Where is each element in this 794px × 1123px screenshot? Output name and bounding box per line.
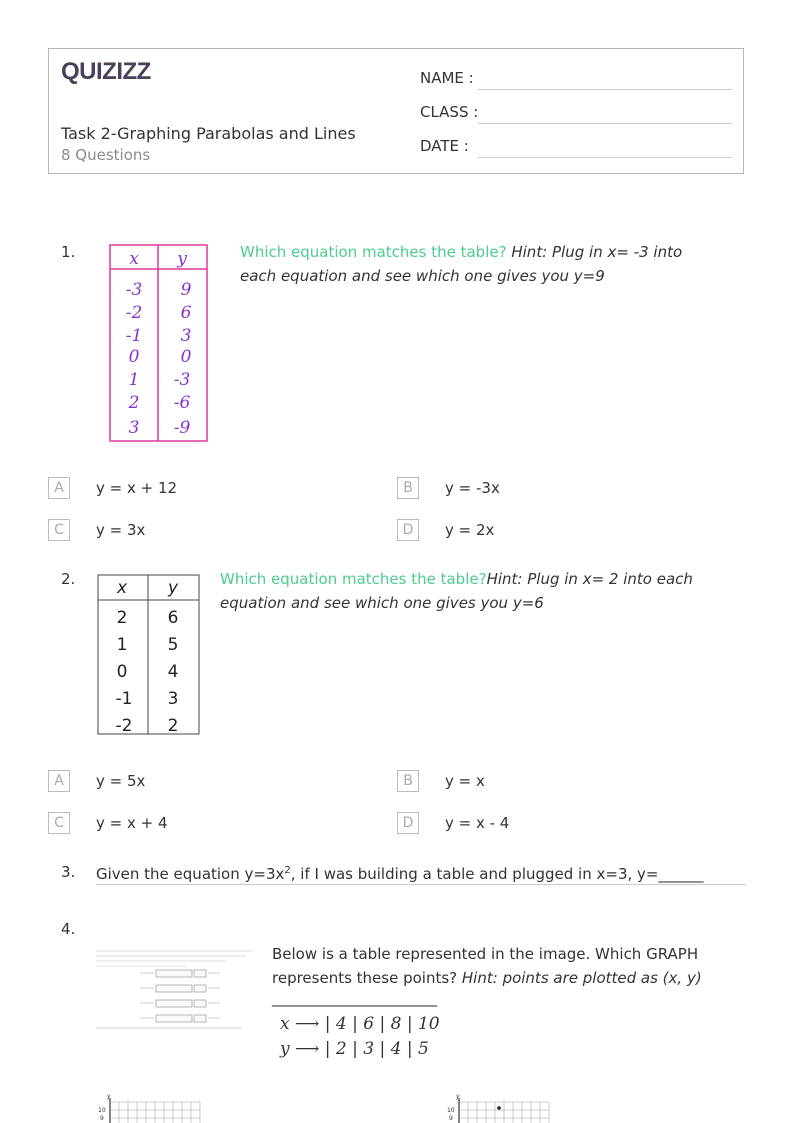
q4-graph-b-tick: 9 — [449, 1115, 453, 1122]
q1-cell: 3 — [180, 326, 192, 346]
question-1-hint: Hint: Plug in x= -3 into each equation and see which one gives you y=9 — [240, 243, 683, 285]
q1-option-a-box[interactable]: A — [48, 477, 70, 499]
q2-option-b-text: y = x — [445, 772, 485, 790]
question-4-line-2: represents these points? — [272, 969, 462, 987]
q4-graph-b-point — [497, 1106, 501, 1110]
question-3-text[interactable] — [96, 859, 746, 885]
q2-header-x: x — [116, 578, 128, 598]
q2-option-c-box[interactable]: C — [48, 812, 70, 834]
question-4-x-row: x ⟶ | 4 | 6 | 8 | 10 — [280, 1014, 440, 1034]
q1-cell: 0 — [180, 347, 192, 367]
q4-graph-a-tick: 10 — [98, 1107, 106, 1114]
question-2-prompt: Which equation matches the table? — [220, 570, 487, 588]
q1-option-d-box[interactable]: D — [397, 519, 419, 541]
worksheet-title: Task 2-Graphing Parabolas and Lines — [61, 124, 356, 143]
question-4-hint: Hint: points are plotted as (x, y) — [461, 969, 702, 987]
name-field[interactable] — [478, 89, 732, 90]
q2-cell: 2 — [167, 716, 179, 736]
q2-cell: 0 — [116, 662, 128, 682]
q2-header-y: y — [167, 578, 179, 598]
date-field[interactable] — [478, 157, 732, 158]
q4-graph-b-axis-label: y — [456, 1093, 460, 1100]
q2-cell: 6 — [167, 608, 179, 628]
q1-option-b-text: y = -3x — [445, 479, 500, 497]
q1-cell: -9 — [173, 418, 191, 438]
question-3-number: 3. — [61, 863, 76, 881]
q2-option-b-box[interactable]: B — [397, 770, 419, 792]
q2-cell: 1 — [116, 635, 128, 655]
question-1-prompt: Which equation matches the table? — [240, 243, 507, 261]
q2-option-a-text: y = 5x — [96, 772, 146, 790]
question-3-text-before: Given the equation y=3x — [96, 865, 285, 883]
q4-number-machine-image — [96, 948, 254, 1034]
question-4-text — [272, 942, 742, 990]
class-label: CLASS : — [420, 103, 479, 121]
q1-cell: 6 — [180, 303, 192, 323]
name-label: NAME : — [420, 69, 474, 87]
question-4-number: 4. — [61, 920, 76, 938]
q1-option-b-box[interactable]: B — [397, 477, 419, 499]
q1-cell: 3 — [128, 418, 140, 438]
q4-graph-a[interactable] — [94, 1090, 204, 1123]
q2-cell: 2 — [116, 608, 128, 628]
q1-cell: -3 — [125, 280, 143, 300]
header-box — [48, 48, 744, 174]
q1-cell: -2 — [125, 303, 143, 323]
q4-graph-a-axis-label: y — [107, 1093, 111, 1100]
question-4-y-row: y ⟶ | 2 | 3 | 4 | 5 — [280, 1039, 429, 1059]
date-label: DATE : — [420, 137, 469, 155]
question-1-text — [240, 240, 720, 288]
question-4-line-2-wrap — [272, 966, 742, 990]
q1-cell: 9 — [180, 280, 192, 300]
q1-option-c-text: y = 3x — [96, 521, 146, 539]
q1-handwritten-table — [108, 243, 210, 443]
question-3-superscript: 2 — [284, 865, 291, 876]
q4-graph-b-tick: 10 — [447, 1107, 455, 1114]
question-count: 8 Questions — [61, 146, 151, 164]
q2-option-c-text: y = x + 4 — [96, 814, 168, 832]
q2-cell: 3 — [167, 689, 179, 709]
q1-cell: -1 — [125, 326, 143, 346]
q1-header-x: x — [129, 249, 139, 269]
question-2-text — [220, 567, 740, 615]
q1-cell: 0 — [128, 347, 140, 367]
quizizz-logo: QUIZIZZ — [61, 58, 151, 85]
q2-cell: 5 — [167, 635, 179, 655]
question-2-number: 2. — [61, 570, 76, 588]
q1-option-d-text: y = 2x — [445, 521, 495, 539]
q2-option-d-box[interactable]: D — [397, 812, 419, 834]
question-4-line-1: Below is a table represented in the image. Which GRAPH — [272, 945, 699, 963]
q1-cell: -6 — [173, 393, 191, 413]
q2-table — [97, 574, 201, 736]
q2-cell: -1 — [115, 689, 133, 709]
q2-option-a-box[interactable]: A — [48, 770, 70, 792]
question-3-text-after: , if I was building a table and plugged in x=3, y=______ — [290, 865, 704, 883]
q1-cell: 1 — [128, 370, 140, 390]
question-1-number: 1. — [61, 243, 76, 261]
class-field[interactable] — [478, 123, 732, 124]
q4-graph-b[interactable] — [443, 1090, 553, 1123]
q4-graph-a-tick: 9 — [100, 1115, 104, 1122]
q2-option-d-text: y = x - 4 — [445, 814, 510, 832]
q1-cell: -3 — [173, 370, 191, 390]
question-4-blank: ______________________ — [272, 989, 437, 1007]
q1-cell: 2 — [128, 393, 140, 413]
q1-header-y: y — [177, 249, 187, 269]
q2-cell: 4 — [167, 662, 179, 682]
question-2-hint: Hint: Plug in x= 2 into each equation and see which one gives you y=6 — [220, 570, 693, 612]
q2-cell: -2 — [115, 716, 133, 736]
q1-option-a-text: y = x + 12 — [96, 479, 178, 497]
q1-option-c-box[interactable]: C — [48, 519, 70, 541]
